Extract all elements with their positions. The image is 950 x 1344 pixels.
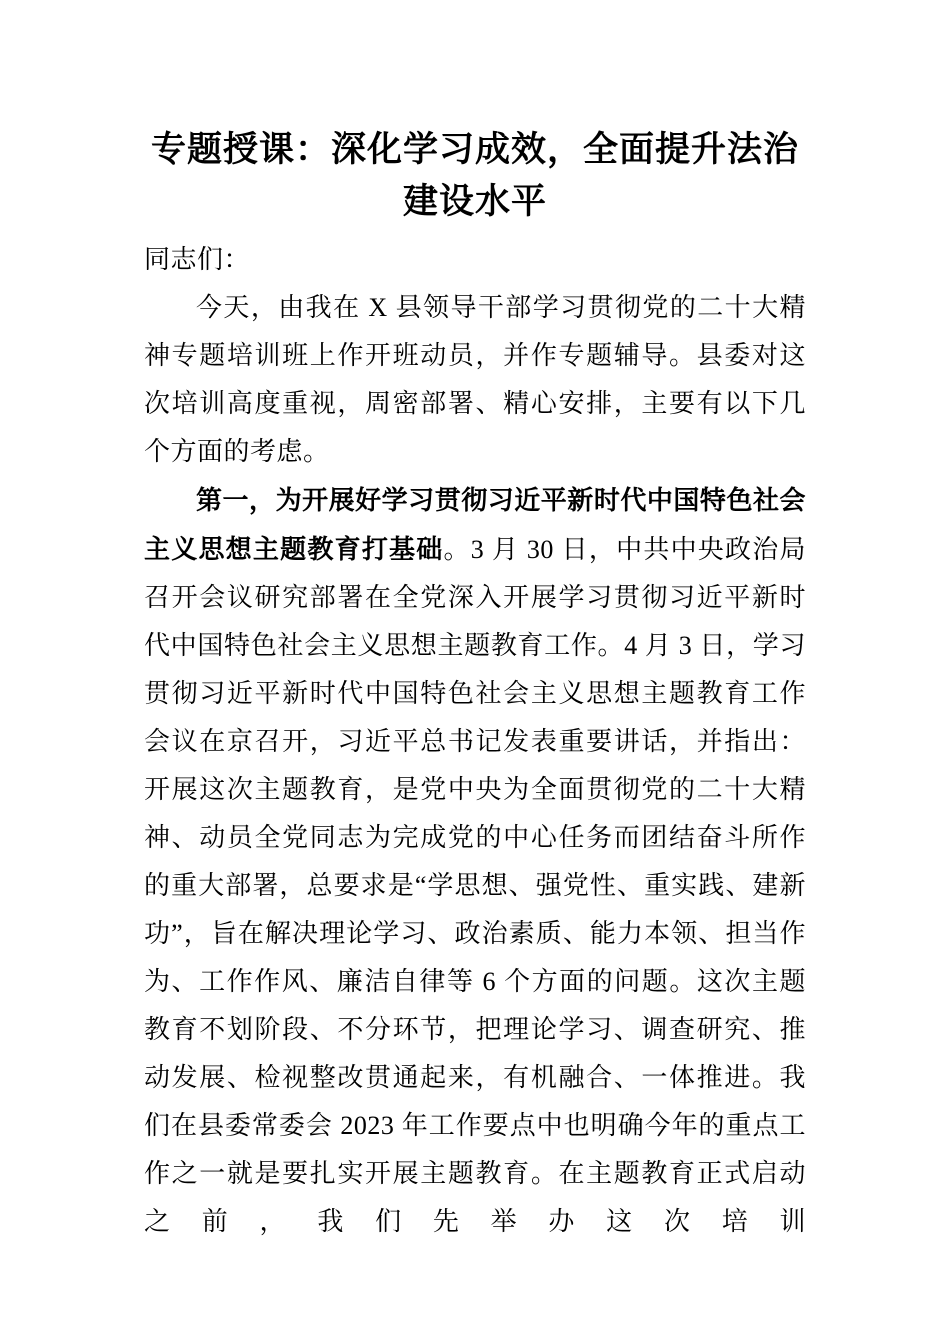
paragraph-first-point [144, 476, 806, 1246]
salutation-line: 同志们： [144, 245, 251, 274]
paragraph-first-point-lead: 第一，为开展好学习贯彻习近平新时代中国特色社会主义思想主题教育打基础 [144, 485, 806, 564]
document-title: 专题授课：深化学习成效，全面提升法治建设水平 [150, 130, 799, 221]
paragraph-first-point-text: 。3 月 30 日，中共中央政治局召开会议研究部署在全党深入开展学习贯彻习近平新时代中国特色社会主义思想主题教育工作。4 月 3 日，学习贯彻习近平新时代中国特色社会主义思想主题教育工作会议在京召开，习近平总书记发表重要讲话，并指出：开展这次主题教育，是党中央为全面贯彻党的二十大精神、动员全党同志为完成党的中心任务而团结奋斗所作的重大部署，总要求是“学思想、强党性、重实践、建新功”，旨在解决理论学习、政治素质、能力本领、担当作为、工作作风、廉洁自律等 6 个方面的问题。这次主题教育不划阶段、不分环节，把理论学习、调查研究、推动发展、检视整改贯通起来，有机融合、一体推进。我们在县委常委会 2023 年工作要点中也明确今年的重点工作之一就是要扎实开展主题教育。在主题教育正式启动之前，我们先举办这次培训 [144, 535, 806, 1236]
paragraph-intro: 今天，由我在 X 县领导干部学习贯彻党的二十大精神专题培训班上作开班动员，并作专题辅导。县委对这次培训高度重视，周密部署、精心安排，主要有以下几个方面的考虑。 [144, 293, 806, 466]
